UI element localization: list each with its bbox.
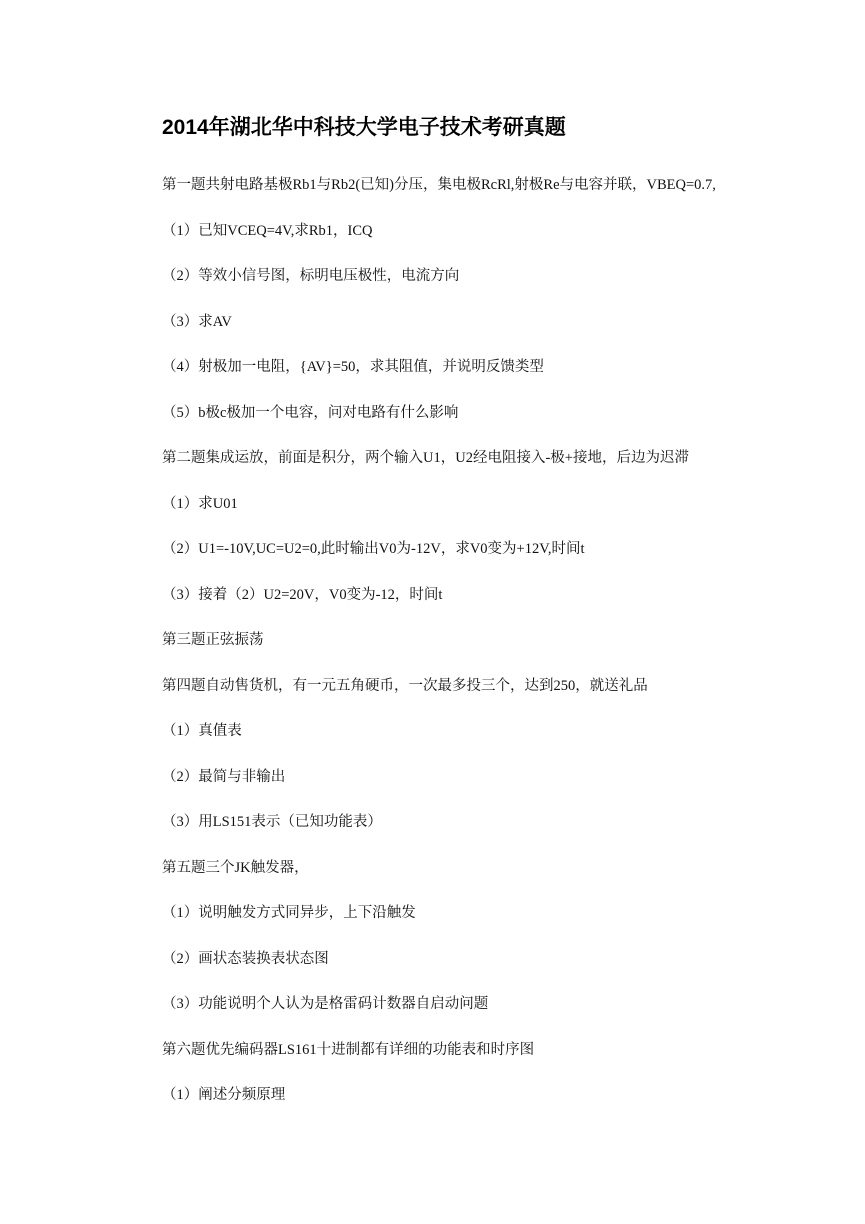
question-line: 第二题集成运放，前面是积分，两个输入U1，U2经电阻接入-极+接地，后边为迟滞 xyxy=(162,450,689,466)
question-line: （3）接着（2）U2=20V，V0变为-12，时间t xyxy=(162,586,443,603)
question-line: （1）真值表 xyxy=(162,723,242,739)
question-line: （3）功能说明个人认为是格雷码计数器自启动问题 xyxy=(162,996,489,1012)
question-line: 第一题共射电路基极Rb1与Rb2(已知)分压，集电极RcRl,射极Re与电容并联，VBEQ=0.7, xyxy=(162,177,716,193)
question-line: （5）b极c极加一个电容，问对电路有什么影响 xyxy=(162,404,459,421)
question-line: 第五题三个JK触发器， xyxy=(162,859,309,876)
question-line: （3）求AV xyxy=(162,313,232,330)
question-line: 第六题优先编码器LS161十进制都有详细的功能表和时序图 xyxy=(162,1041,535,1058)
question-line: （2）最简与非输出 xyxy=(162,768,286,785)
question-line: （2）画状态装换表状态图 xyxy=(162,950,329,967)
question-list xyxy=(162,174,842,1130)
question-line: （1）已知VCEQ=4V,求Rb1，ICQ xyxy=(162,222,373,239)
question-line: （1）阐述分频原理 xyxy=(162,1087,286,1103)
question-line: （2）等效小信号图，标明电压极性，电流方向 xyxy=(162,268,460,284)
question-line: （3）用LS151表示（已知功能表） xyxy=(162,814,382,830)
question-line: （1）求U01 xyxy=(162,495,238,512)
question-line: （4）射极加一电阻，{AV}=50，求其阻值，并说明反馈类型 xyxy=(162,359,544,375)
question-line: （2）U1=-10V,UC=U2=0,此时输出V0为-12V，求V0变为+12V,时间t xyxy=(162,541,585,557)
question-line: （1）说明触发方式同异步，上下沿触发 xyxy=(162,905,416,921)
question-line: 第三题正弦振荡 xyxy=(162,632,264,648)
document-title: 2014年湖北华中科技大学电子技术考研真题 xyxy=(162,116,566,139)
question-line: 第四题自动售货机，有一元五角硬币，一次最多投三个，达到250，就送礼品 xyxy=(162,677,648,694)
